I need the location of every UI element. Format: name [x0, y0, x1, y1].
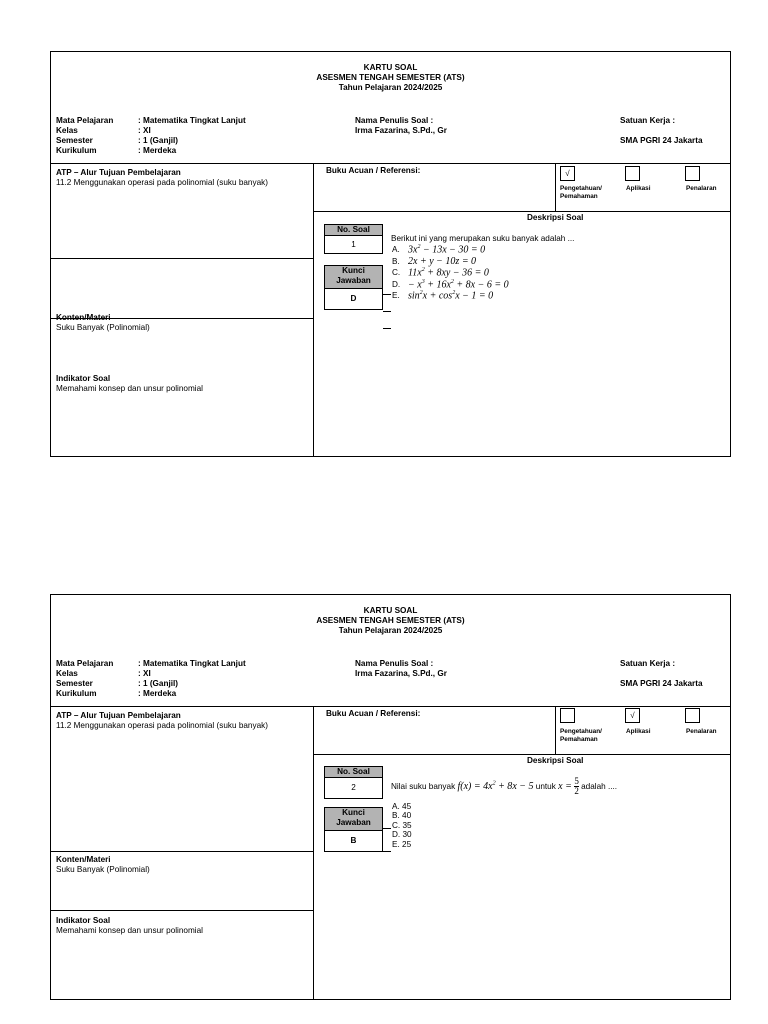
connector-line	[383, 851, 391, 852]
card-year: Tahun Pelajaran 2024/2025	[338, 82, 443, 92]
konten-section	[56, 855, 150, 875]
kunci-label-line-2: Jawaban	[336, 817, 371, 827]
unit-name: SMA PGRI 24 Jakarta	[620, 678, 703, 688]
kunci-box	[324, 807, 383, 852]
option-letter: A.	[392, 245, 400, 255]
option-letter: D.	[392, 279, 401, 289]
no-soal-box	[324, 766, 383, 799]
indikator-section	[56, 916, 203, 936]
card-header	[51, 606, 730, 636]
question-function: $f(x) = 4x^2 + 8x - 5$	[457, 780, 534, 792]
option-b: B. 40	[392, 811, 412, 821]
option-letter: E.	[392, 291, 400, 301]
konten-section	[56, 313, 150, 333]
level-label-line-1: Pengetahuan/	[560, 728, 602, 735]
card-year: Tahun Pelajaran 2024/2025	[338, 625, 443, 635]
divider	[313, 754, 730, 755]
author-name: Irma Fazarina, S.Pd., Gr	[355, 125, 447, 135]
option-d: D. 30	[392, 830, 412, 840]
kurikulum-value: : Merdeka	[138, 688, 177, 698]
level-label-line-2: Pemahaman	[560, 736, 598, 743]
option-d: D. − $x^3 + 16x^2 + 8x - 6 = 0$	[392, 278, 509, 290]
checkbox-aplikasi[interactable]: √	[625, 708, 640, 723]
connector-line	[383, 294, 391, 295]
reference-label: Buku Acuan / Referensi:	[326, 709, 421, 718]
divider	[51, 910, 313, 911]
kelas-label: Kelas	[56, 125, 78, 135]
option-a: A. $3x^2 - 13x - 30 = 0$	[392, 244, 486, 256]
checkbox-penalaran[interactable]	[685, 708, 700, 723]
question-mid: untuk	[535, 781, 556, 791]
option-a: A. 45	[392, 802, 412, 811]
kunci-value: D	[350, 294, 357, 303]
option-c: C. 35	[392, 820, 412, 830]
card-title: KARTU SOAL	[363, 63, 418, 72]
divider	[51, 851, 313, 852]
kelas-label: Kelas	[56, 668, 78, 678]
atp-text: 11.2 Menggunakan operasi pada polinomial (suku banyak)	[56, 177, 268, 187]
kelas-value: : XI	[138, 668, 151, 678]
question-card-1	[50, 51, 731, 457]
unit-label: Satuan Kerja :	[620, 116, 676, 125]
mapel-label: Mata Pelajaran	[56, 659, 114, 668]
unit-label: Satuan Kerja :	[620, 659, 676, 668]
author-label: Nama Penulis Soal :	[355, 659, 434, 668]
reference-label: Buku Acuan / Referensi:	[326, 166, 421, 175]
mapel-value: : Matematika Tingkat Lanjut	[138, 659, 246, 668]
meta-left	[56, 116, 246, 155]
level-penalaran-label: Penalaran	[686, 185, 717, 192]
no-soal-label: No. Soal	[325, 767, 382, 778]
level-penalaran-label: Penalaran	[686, 728, 717, 735]
konten-title: Konten/Materi	[56, 855, 111, 864]
deskripsi-label: Deskripsi Soal	[527, 756, 584, 765]
kunci-box	[324, 265, 383, 310]
level-divider	[555, 706, 556, 754]
divider	[51, 258, 313, 259]
author-block	[355, 659, 447, 679]
question-text	[391, 777, 617, 796]
author-name: Irma Fazarina, S.Pd., Gr	[355, 668, 447, 678]
kunci-label-line-2: Jawaban	[336, 275, 371, 285]
unit-block	[620, 116, 703, 146]
indikator-text: Memahami konsep dan unsur polinomial	[56, 383, 203, 393]
connector-line	[383, 828, 391, 829]
divider	[313, 211, 730, 212]
checkbox-pengetahuan[interactable]: √	[560, 166, 575, 181]
checkbox-penalaran[interactable]	[685, 166, 700, 181]
konten-text: Suku Banyak (Polinomial)	[56, 322, 150, 332]
indikator-title: Indikator Soal	[56, 374, 111, 383]
level-aplikasi-label: Aplikasi	[626, 185, 651, 192]
atp-text: 11.2 Menggunakan operasi pada polinomial (suku banyak)	[56, 720, 268, 730]
option-c: C. $11x^2 + 8xy - 36 = 0$	[392, 267, 489, 279]
deskripsi-label: Deskripsi Soal	[527, 213, 584, 222]
question-card-2	[50, 594, 731, 1000]
kunci-label-line-1: Kunci	[342, 266, 365, 275]
kunci-label-line-1: Kunci	[342, 808, 365, 817]
author-block	[355, 116, 447, 136]
atp-title: ATP – Alur Tujuan Pembelajaran	[56, 711, 181, 720]
level-divider	[555, 163, 556, 211]
options-list	[392, 244, 509, 302]
checkbox-pengetahuan[interactable]	[560, 708, 575, 723]
kunci-value: B	[350, 836, 357, 845]
option-letter: B.	[392, 256, 400, 266]
level-pengetahuan-label	[560, 728, 602, 744]
atp-section	[56, 168, 268, 188]
question-text: Berikut ini yang merupakan suku banyak adalah ...	[391, 234, 575, 243]
atp-title: ATP – Alur Tujuan Pembelajaran	[56, 168, 181, 177]
mapel-label: Mata Pelajaran	[56, 116, 114, 125]
checkbox-aplikasi[interactable]	[625, 166, 640, 181]
indikator-section	[56, 374, 203, 394]
divider	[51, 163, 730, 164]
semester-value: : 1 (Ganjil)	[138, 678, 179, 688]
option-e: E. $\sin^2x + \cos^2x - 1 = 0$	[392, 290, 494, 302]
option-e: E. 25	[392, 839, 412, 849]
kurikulum-label: Kurikulum	[56, 688, 97, 698]
divider	[51, 706, 730, 707]
indikator-text: Memahami konsep dan unsur polinomial	[56, 925, 203, 935]
card-header	[51, 63, 730, 93]
question-x-value: x = $\frac{5}{2}$	[558, 776, 579, 796]
kurikulum-label: Kurikulum	[56, 145, 97, 155]
card-title: KARTU SOAL	[363, 606, 418, 615]
level-pengetahuan-label	[560, 185, 602, 201]
author-label: Nama Penulis Soal :	[355, 116, 434, 125]
mapel-value: : Matematika Tingkat Lanjut	[138, 116, 246, 125]
meta-left	[56, 659, 246, 698]
semester-label: Semester	[56, 135, 93, 145]
question-post: adalah ....	[581, 781, 618, 791]
option-b: B. 2x + y − 10z = 0	[392, 255, 477, 267]
no-soal-value: 1	[351, 240, 356, 249]
konten-title: Konten/Materi	[56, 313, 111, 322]
card-subtitle: ASESMEN TENGAH SEMESTER (ATS)	[316, 72, 465, 82]
level-aplikasi-label: Aplikasi	[626, 728, 651, 735]
no-soal-label: No. Soal	[325, 225, 382, 236]
question-pre: Nilai suku banyak	[391, 781, 456, 791]
kunci-label	[325, 808, 382, 831]
unit-name: SMA PGRI 24 Jakarta	[620, 135, 703, 145]
card-subtitle: ASESMEN TENGAH SEMESTER (ATS)	[316, 615, 465, 625]
indikator-title: Indikator Soal	[56, 916, 111, 925]
connector-line	[383, 311, 391, 312]
option-letter: C.	[392, 268, 401, 278]
no-soal-box	[324, 224, 383, 254]
kunci-label	[325, 266, 382, 289]
atp-section	[56, 711, 268, 731]
kurikulum-value: : Merdeka	[138, 145, 177, 155]
options-list	[392, 802, 412, 849]
semester-label: Semester	[56, 678, 93, 688]
kelas-value: : XI	[138, 125, 151, 135]
semester-value: : 1 (Ganjil)	[138, 135, 179, 145]
unit-block	[620, 659, 703, 689]
konten-text: Suku Banyak (Polinomial)	[56, 864, 150, 874]
level-label-line-1: Pengetahuan/	[560, 185, 602, 192]
connector-line	[383, 328, 391, 329]
level-label-line-2: Pemahaman	[560, 193, 598, 200]
no-soal-value: 2	[351, 783, 356, 792]
